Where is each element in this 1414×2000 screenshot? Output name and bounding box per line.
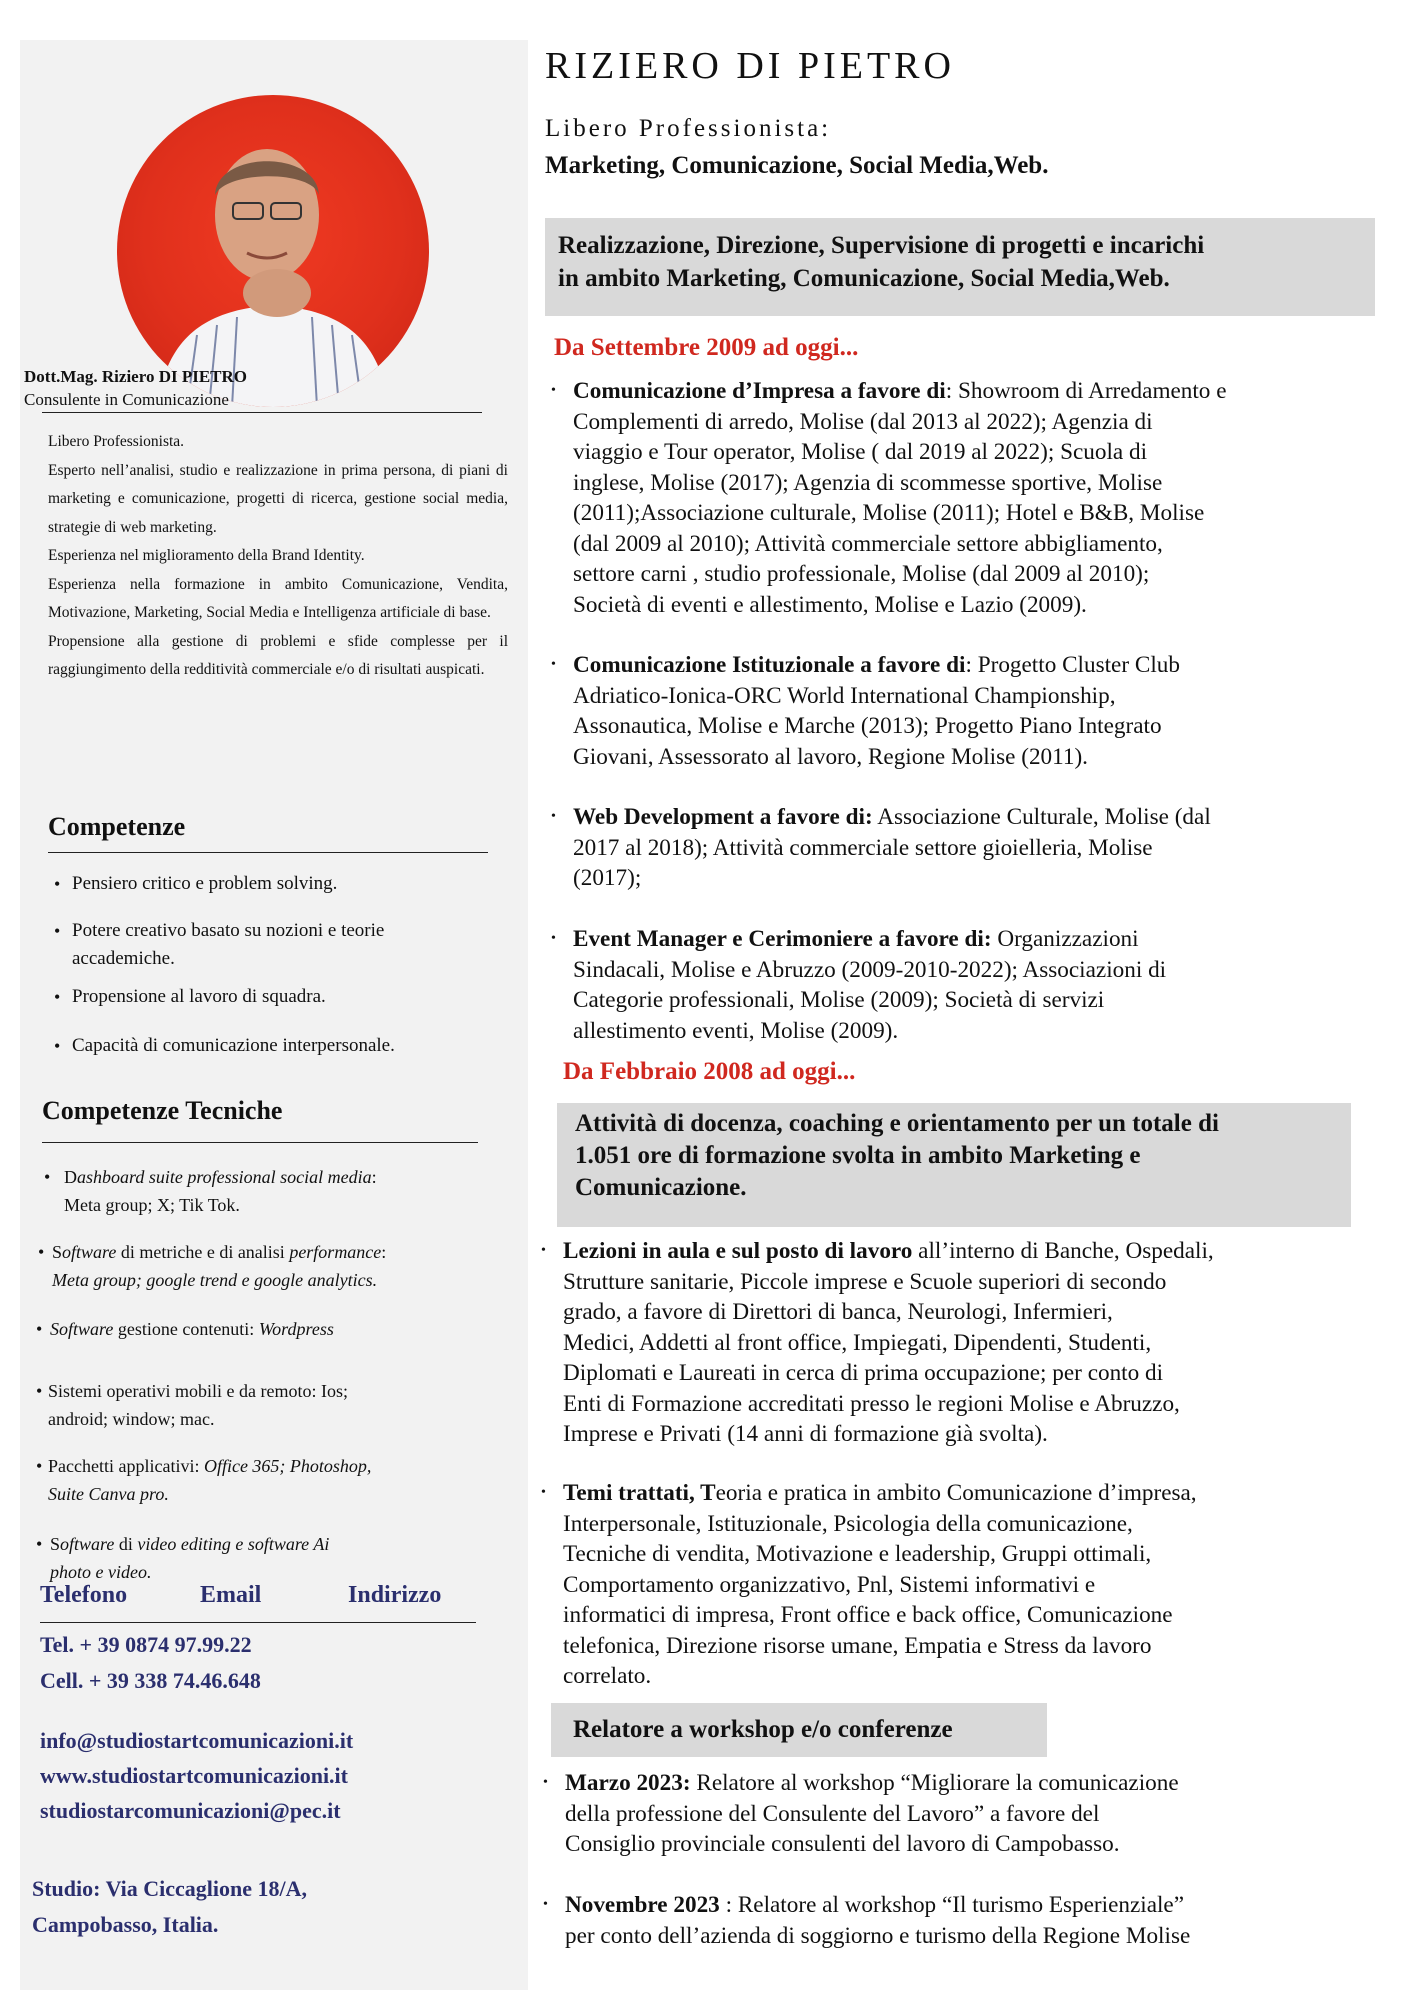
divider [42,412,482,413]
teaching-box-line: 1.051 ore di formazione svolta in ambito Marketing e [575,1142,1141,1169]
tech-item: • Software gestione contenuti: Wordpress [36,1319,334,1339]
tech-skills-heading: Competenze Tecniche [42,1096,283,1125]
phone-number: Tel. + 39 0874 97.99.22 [40,1632,252,1657]
website-link[interactable]: www.studiostartcomunicazioni.it [40,1763,348,1788]
workshop-item: • Marzo 2023: Relatore al workshop “Migliorare la comunicazione della professione del Consulente del Lavoro” a favore del Consiglio provinciale consulenti del lavoro di Campobasso. [543,1770,1179,1857]
portrait-illustration [117,95,429,407]
full-name: RIZIERO DI PIETRO [545,45,955,87]
divider [40,1622,476,1623]
teaching-item: • Temi trattati, Teoria e pratica in ambito Comunicazione d’impresa, Interpersonale, Istituzionale, Psicologia della comunicazione, Tecniche di vendita, Motivazione e leadership, Gruppi ottimali, Comportamento organizzativo, Pnl, Sistemi informativi e informatici di impresa, Front office e back office, Comunicazione telefonica, Direzione risorse umane, Empatia e Stress da lavoro correlato. [541,1480,1197,1689]
skill-item: • Propensione al lavoro di squadra. [54,986,326,1007]
profile-text: Esperto nell’analisi, studio e realizzazione in prima persona, di piani di marketing e comunicazione, progetti di ricerca, gestione social media, strategie di web marketing. [48,461,508,536]
summary-box-line: Realizzazione, Direzione, Supervisione di progetti e incarichi [558,232,1205,259]
tech-item: • Software di metriche e di analisi performance: Meta group; google trend e google analytics. [38,1242,387,1290]
contact-heading-address: Indirizzo [348,1582,442,1608]
skill-item: • Capacità di comunicazione interpersonale. [54,1035,395,1056]
skill-text: Potere creativo basato su nozioni e teorie accademiche. [72,920,385,969]
tech-item: • Software di video editing e software Ai photo e video. [36,1534,330,1582]
experience-item: • Event Manager e Cerimoniere a favore di: Organizzazioni Sindacali, Molise e Abruzzo (2009-2010-2022); Associazioni di Categorie professionali, Molise (2009); Società di servizi allestimento eventi, Molise (2009). [551,926,1167,1044]
skill-text: Propensione al lavoro di squadra. [72,986,326,1007]
experience-item: • Comunicazione Istituzionale a favore di: Progetto Cluster Club Adriatico-Ionica-ORC World International Championship, Assonautica, Molise e Marche (2013); Progetto Piano Integrato Giovani, Assessorato al lavoro, Regione Molise (2011). [551,652,1180,770]
tech-item: • Pacchetti applicativi: Office 365; Photoshop, Suite Canva pro. [36,1456,372,1504]
experience-item: • Comunicazione d’Impresa a favore di: Showroom di Arredamento e Complementi di arredo, Molise (dal 2013 al 2022); Agenzia di viaggio e Tour operator, Molise ( dal 2019 al 2022); Scuola di inglese, Molise (2017); Agenzia di scommesse sportive, Molise (2011);Associazione culturale, Molise (2011); Hotel e B&B, Molise (dal 2009 al 2010); Attività commerciale settore abbigliamento, settore carni , studio professionale, Molise (dal 2009 al 2010); Società di eventi e allestimento, Molise e Lazio (2009). [551,378,1227,618]
workshop-heading: Relatore a workshop e/o conferenze [573,1716,953,1743]
sidebar [20,40,528,1990]
workshop-item: • Novembre 2023 : Relatore al workshop “Il turismo Esperienziale” per conto dell’azienda di soggiorno e turismo della Regione Molise [543,1892,1191,1949]
profile-summary [48,428,508,685]
tech-item: • Dashboard suite professional social media: Meta group; X; Tik Tok. [44,1167,377,1215]
pec-email-link[interactable]: studiostarcomunicazioni@pec.it [40,1798,341,1823]
skill-text: Capacità di comunicazione interpersonale. [72,1035,395,1056]
address-line-1: Studio: Via Ciccaglione 18/A, [32,1876,308,1901]
divider [48,852,488,853]
sidebar-title-line: Dott.Mag. Riziero DI PIETRO [24,367,248,386]
skill-item: • Potere creativo basato su nozioni e teorie accademiche. [54,920,385,969]
email-link[interactable]: info@studiostartcomunicazioni.it [40,1728,354,1753]
skill-item: • Pensiero critico e problem solving. [54,873,338,894]
profile-line: Libero Professionista. [48,433,185,450]
experience-item: • Web Development a favore di: Associazione Culturale, Molise (dal 2017 al 2018); Attività commerciale settore gioielleria, Molise (2017); [551,804,1211,891]
profile-photo [117,95,429,407]
profession-fields: Marketing, Comunicazione, Social Media,Web. [545,152,1049,179]
profile-line: Esperienza nel miglioramento della Brand Identity. [48,547,365,564]
summary-box-line: in ambito Marketing, Comunicazione, Social Media,Web. [558,265,1170,292]
profile-line: Esperienza nella formazione in ambito Comunicazione, Vendita, Motivazione, Marketing, Social Media e Intelligenza artificiale di base. [48,575,508,621]
period-heading: Da Febbraio 2008 ad oggi... [563,1058,856,1085]
divider [42,1142,478,1143]
period-heading: Da Settembre 2009 ad oggi... [554,334,859,361]
address-line-2: Campobasso, Italia. [32,1912,219,1937]
teaching-box-line: Comunicazione. [575,1174,747,1201]
contact-heading-phone: Telefono [40,1582,128,1608]
teaching-box-line: Attività di docenza, coaching e orientamento per un totale di [575,1110,1219,1137]
tech-item: • Sistemi operativi mobili e da remoto: Ios; android; window; mac. [36,1381,348,1429]
profile-line [48,457,508,543]
teaching-item: • Lezioni in aula e sul posto di lavoro all’interno di Banche, Ospedali, Strutture sanitarie, Piccole imprese e Scuole superiori di secondo grado, a favore di Direttori di banca, Neurologi, Infermieri, Medici, Addetti al front office, Impiegati, Dipendenti, Studenti, Diplomati e Laureati in cerca di prima occupazione; per conto di Enti di Formazione accreditati presso le regioni Molise e Abruzzo, Imprese e Privati (14 anni di formazione già svolta). [541,1238,1214,1447]
profile-line: Propensione alla gestione di problemi e sfide complesse per il raggiungimento della redditività commerciale e/o di risultati auspicati. [48,632,508,678]
cell-number: Cell. + 39 338 74.46.648 [40,1668,261,1693]
contact-heading-email: Email [200,1582,262,1608]
sidebar-role-line: Consulente in Comunicazione [24,390,229,409]
skills-heading: Competenze [48,812,186,841]
profession-label: Libero Professionista: [545,115,832,142]
skill-text: Pensiero critico e problem solving. [72,873,338,894]
